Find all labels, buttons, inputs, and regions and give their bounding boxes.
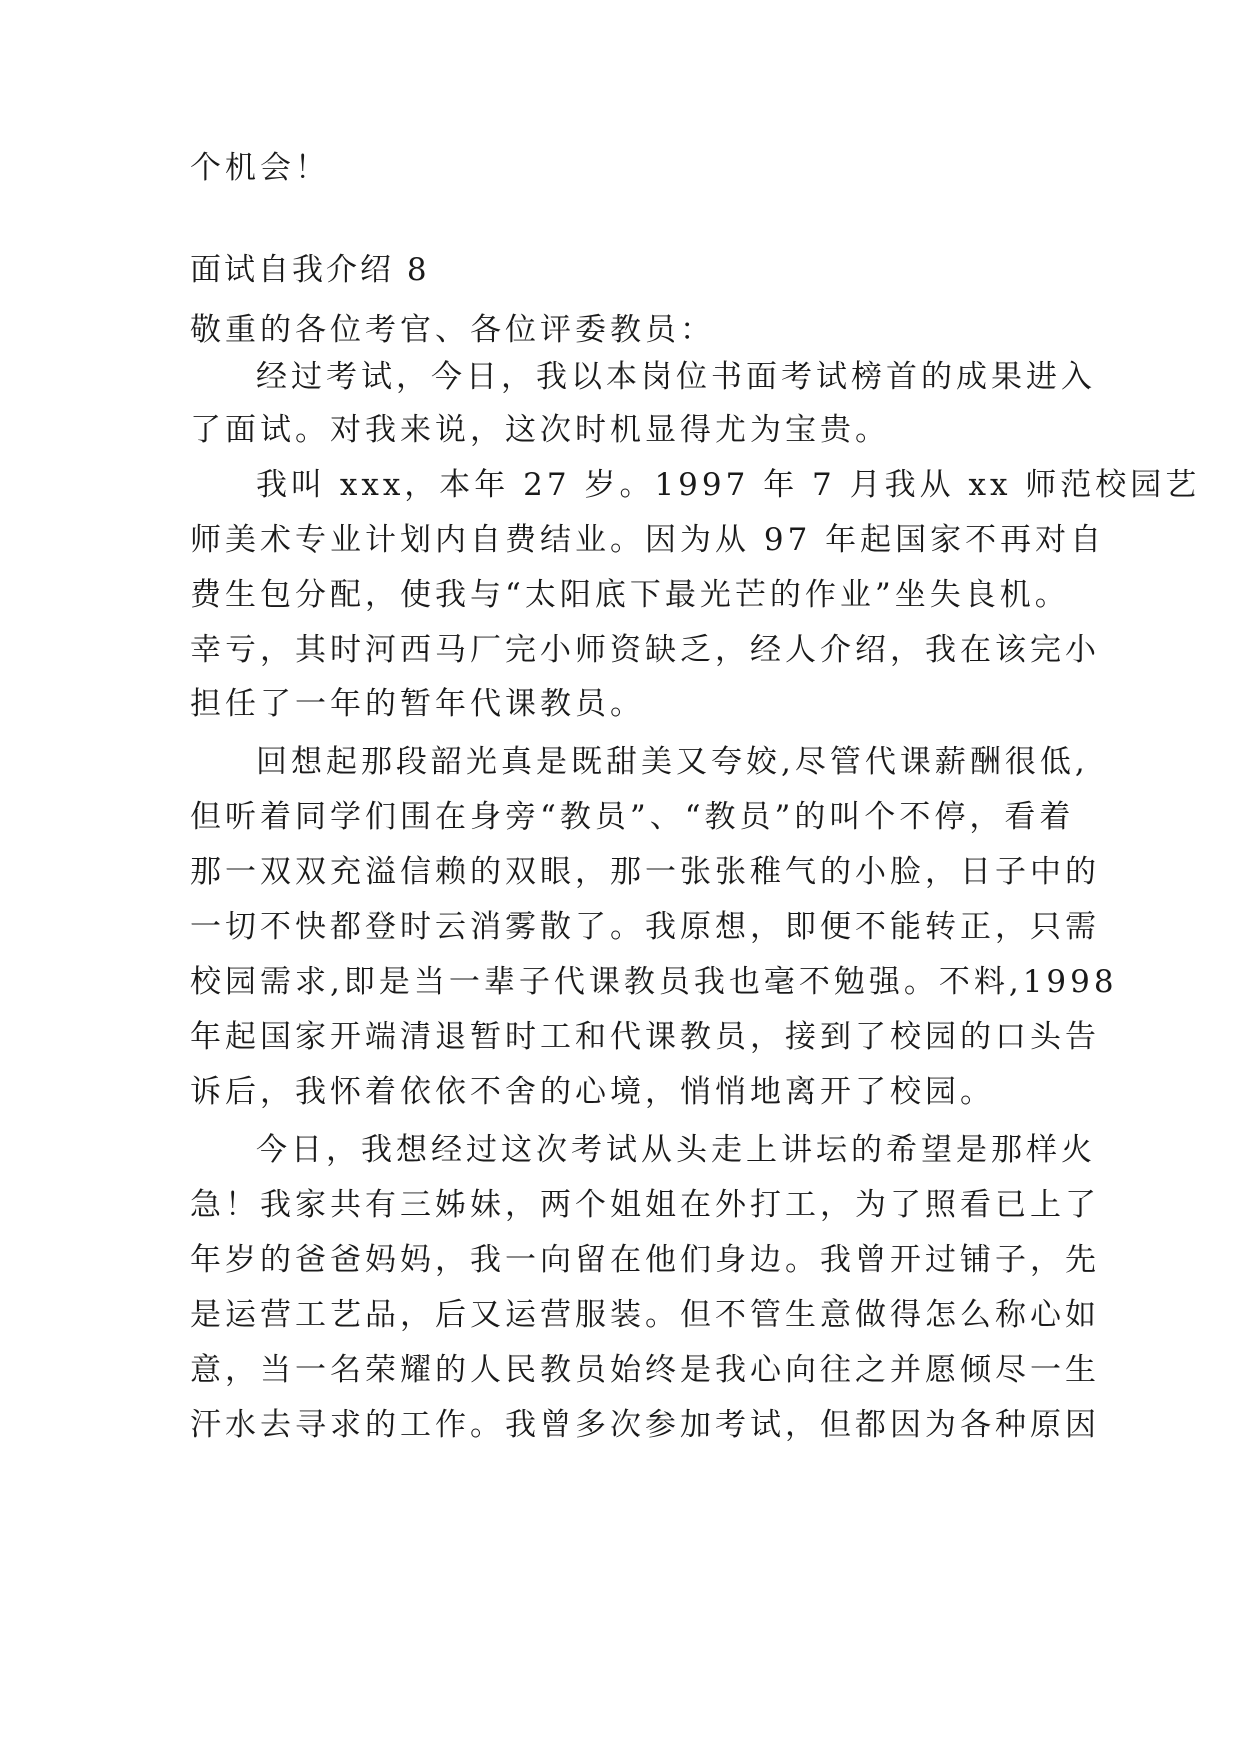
- paragraph-2-line-1: 我叫 xxx，本年 27 岁。1997 年 7 月我从 xx 师范校园艺: [256, 467, 1201, 503]
- paragraph-2-line-5: 担任了一年的暂年代课教员。: [190, 686, 645, 722]
- paragraph-4-line-5: 意，当一名荣耀的人民教员始终是我心向往之并愿倾尽一生: [190, 1352, 1100, 1388]
- paragraph-3-line-2: 但听着同学们围在身旁“教员”、“教员”的叫个不停，看着: [190, 799, 1075, 835]
- continuation-line: 个机会！: [190, 150, 330, 186]
- paragraph-1-line-1: 经过考试，今日，我以本岗位书面考试榜首的成果进入: [256, 359, 1096, 395]
- paragraph-2-line-4: 幸亏，其时河西马厂完小师资缺乏，经人介绍，我在该完小: [190, 632, 1100, 668]
- paragraph-4-line-4: 是运营工艺品，后又运营服装。但不管生意做得怎么称心如: [190, 1297, 1100, 1333]
- paragraph-3-line-7: 诉后，我怀着依依不舍的心境，悄悄地离开了校园。: [190, 1074, 995, 1110]
- paragraph-4-line-2: 急！我家共有三姊妹，两个姐姐在外打工，为了照看已上了: [190, 1187, 1100, 1223]
- paragraph-3-line-3: 那一双双充溢信赖的双眼，那一张张稚气的小脸，日子中的: [190, 854, 1100, 890]
- paragraph-2-line-3: 费生包分配，使我与“太阳底下最光芒的作业”坐失良机。: [190, 577, 1070, 613]
- paragraph-4-line-3: 年岁的爸爸妈妈，我一向留在他们身边。我曾开过铺子，先: [190, 1242, 1100, 1278]
- paragraph-1-line-2: 了面试。对我来说，这次时机显得尤为宝贵。: [190, 412, 890, 448]
- paragraph-3-line-6: 年起国家开端清退暂时工和代课教员，接到了校园的口头告: [190, 1019, 1100, 1055]
- paragraph-4-line-6: 汗水去寻求的工作。我曾多次参加考试，但都因为各种原因: [190, 1407, 1100, 1443]
- paragraph-4-line-1: 今日，我想经过这次考试从头走上讲坛的希望是那样火: [256, 1132, 1096, 1168]
- section-heading: 面试自我介绍 8: [190, 252, 430, 288]
- paragraph-2-line-2: 师美术专业计划内自费结业。因为从 97 年起国家不再对自: [190, 522, 1106, 558]
- paragraph-3-line-4: 一切不快都登时云消雾散了。我原想，即便不能转正，只需: [190, 909, 1100, 945]
- salutation: 敬重的各位考官、各位评委教员：: [190, 312, 715, 348]
- paragraph-3-line-5: 校园需求,即是当一辈子代课教员我也毫不勉强。不料,1998: [190, 964, 1118, 1000]
- paragraph-3-line-1: 回想起那段韶光真是既甜美又夸姣,尽管代课薪酬很低,: [256, 744, 1089, 780]
